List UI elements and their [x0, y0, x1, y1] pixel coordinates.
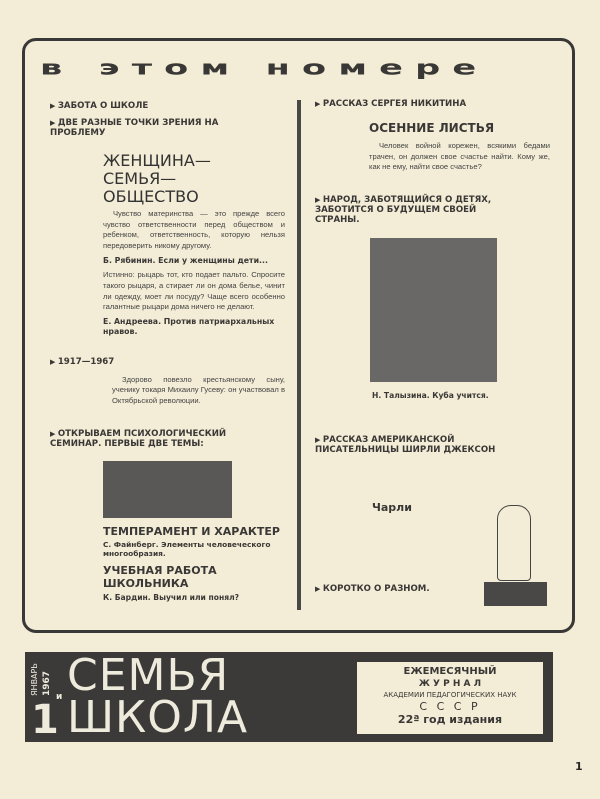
info-line: ЕЖЕМЕСЯЧНЫЙ: [403, 666, 497, 677]
rubric-briefly: ▶ КОРОТКО О РАЗНОМ.: [315, 584, 550, 594]
author-line: Е. Андреева. Против патриархальных нравов.: [103, 316, 275, 336]
books-illustration: [484, 582, 547, 606]
magazine-banner: [25, 652, 553, 742]
article-excerpt: Истинно: рыцарь тот, кто подает пальто. Спросите такого рыцаря, а стирает ли он дома белье, чинит ли одежду, моет ли посуду? Чаще всего особенно галантные рыцари дома ничего не делают.: [103, 270, 285, 312]
rubric-school: ▶ ЗАБОТА О ШКОЛЕ: [50, 101, 285, 111]
author-line: С. Файнберг. Элементы человеческого многообразия.: [103, 539, 271, 558]
rubric-story-jackson: ▶ РАССКАЗ АМЕРИКАНСКОЙ ПИСАТЕЛЬНИЦЫ ШИРЛИ ДЖЕКСОН: [315, 435, 500, 455]
rubric-1917: ▶ 1917—1967: [50, 357, 285, 367]
info-line: АКАДЕМИИ ПЕДАГОГИЧЕСКИХ НАУК: [383, 691, 517, 699]
column-divider: [297, 100, 301, 610]
rubric-psych-seminar: ▶ ОТКРЫВАЕМ ПСИХОЛОГИЧЕСКИЙ СЕМИНАР. ПЕРВЫЕ ДВЕ ТЕМЫ:: [50, 429, 240, 449]
story-title: ОСЕННИЕ ЛИСТЬЯ: [369, 121, 495, 135]
and-label: и: [56, 692, 63, 702]
issue-number: 1: [31, 697, 59, 743]
issue-year: 1967: [42, 670, 52, 696]
boy-illustration: [497, 505, 531, 581]
article-excerpt: Чувство материнства — это прежде всего чувство ответственности перед обществом и ребенком, ответственность, которую нельзя передоверить никому другому.: [103, 209, 285, 250]
title-shkola: ШКОЛА: [67, 692, 249, 743]
cuba-photo: [370, 238, 497, 382]
author-line: Б. Рябинин. Если у женщины дети...: [103, 256, 268, 266]
issue-month: ЯНВАРЬ: [30, 663, 39, 696]
story-excerpt: Человек войной корежен, всякими бедами трачен, он должен свое счастье найти. Кому же, как не ему, найти свое счастье?: [369, 141, 550, 172]
topic-title: ТЕМПЕРАМЕНТ И ХАРАКТЕР: [103, 524, 280, 538]
title-semya: СЕМЬЯ: [67, 650, 230, 701]
topic-title: УЧЕБНАЯ РАБОТА ШКОЛЬНИКА: [103, 563, 217, 590]
story-title: Чарли: [372, 500, 412, 514]
rubric-people-children: ▶ НАРОД, ЗАБОТЯЩИЙСЯ О ДЕТЯХ, ЗАБОТИТСЯ О БУДУЩЕМ СВОЕЙ СТРАНЫ.: [315, 195, 500, 225]
author-line: К. Бардин. Выучил или понял?: [103, 592, 240, 602]
info-line: 22ª год издания: [397, 713, 503, 726]
publisher-info: [357, 662, 543, 734]
article-title-woman: ЖЕНЩИНА—СЕМЬЯ—ОБЩЕСТВО: [103, 151, 211, 206]
left-column: [50, 101, 285, 603]
rubric-two-views: ▶ ДВЕ РАЗНЫЕ ТОЧКИ ЗРЕНИЯ НА ПРОБЛЕМУ: [50, 118, 240, 138]
page-number: 1: [575, 760, 583, 773]
article-excerpt: Здорово повезло крестьянскому сыну, ученику токаря Михаилу Гусеву: он участвовал в Октябрьской революции.: [112, 374, 285, 405]
info-line: Ж У Р Н А Л: [418, 679, 482, 689]
photo-caption: Н. Талызина. Куба учится.: [372, 390, 489, 400]
faces-illustration: [103, 461, 232, 518]
masthead: в этом номере: [40, 56, 489, 80]
rubric-story-nikitin: ▶ РАССКАЗ СЕРГЕЯ НИКИТИНА: [315, 99, 550, 109]
info-line: С С С Р: [419, 700, 481, 713]
